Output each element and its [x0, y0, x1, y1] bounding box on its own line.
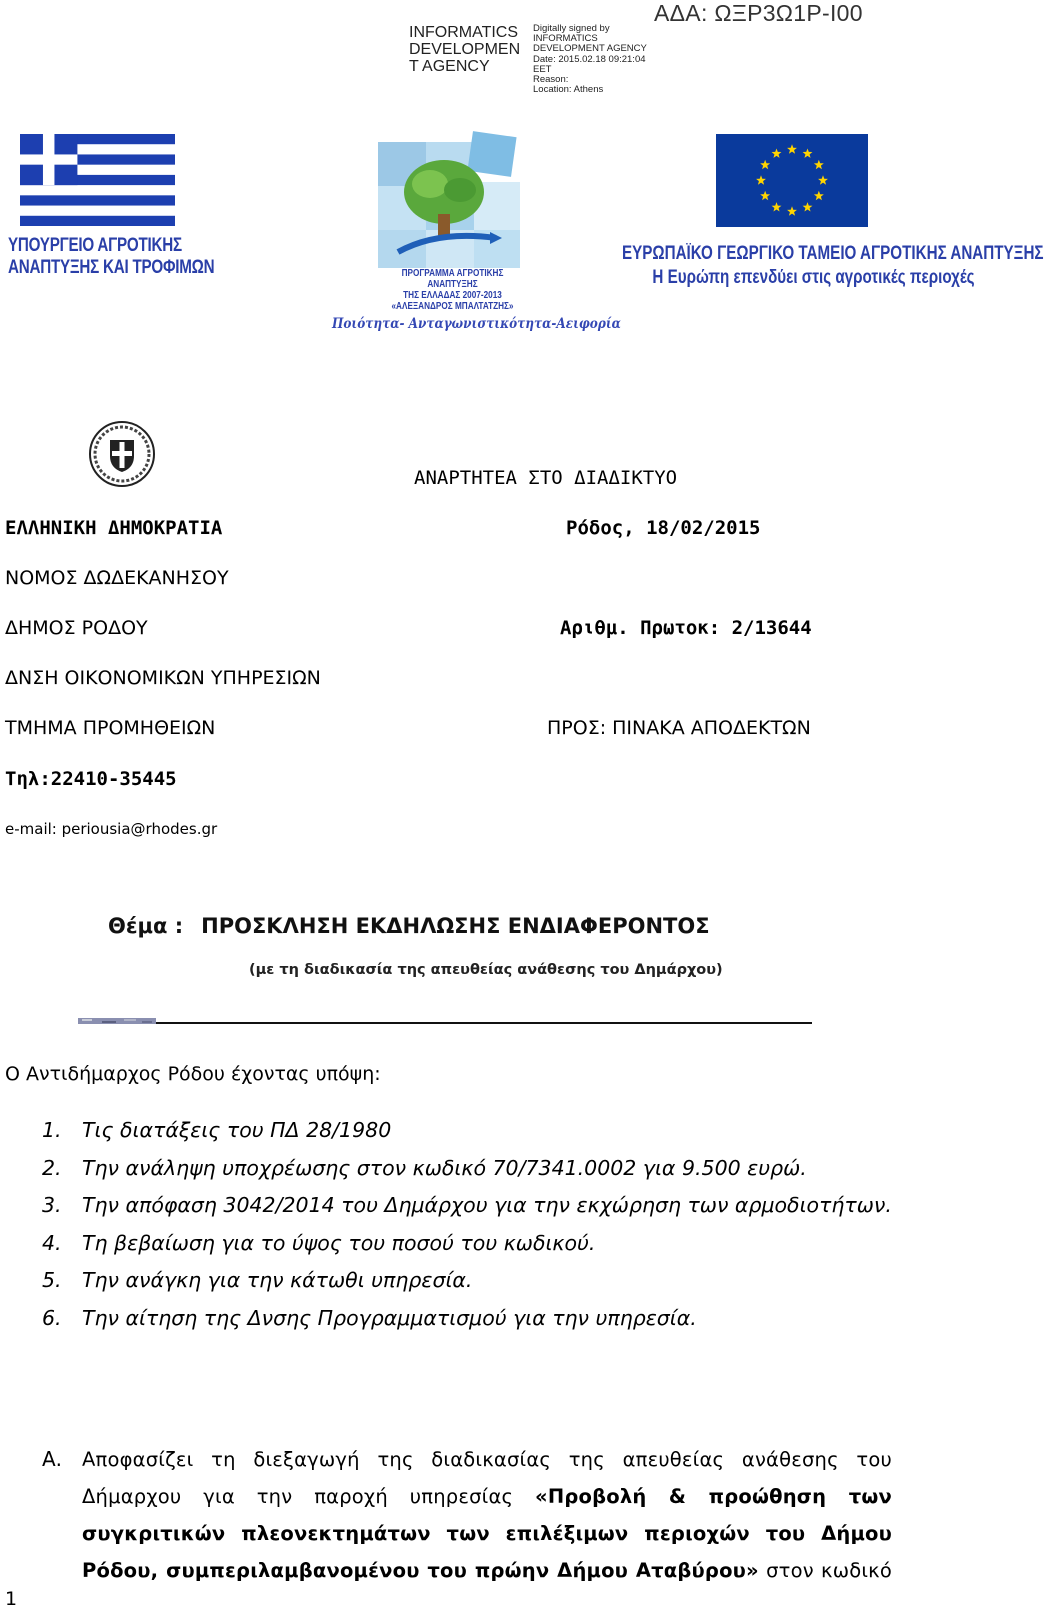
greek-flag-icon — [20, 134, 175, 226]
directorate-label: ΔΝΣΗ ΟΙΚΟΝΟΜΙΚΩΝ ΥΠΗΡΕΣΙΩΝ — [5, 667, 321, 689]
signature-organization: INFORMATICS DEVELOPMEN T AGENCY — [409, 24, 521, 75]
decision-service-title: «Προβολή & προώθηση των συγκριτικών πλεονεκτημάτων των επιλέξιμων περιοχών του Δήμου Ρόδου, συμπεριλαμβανομένου του πρώην Δήμου Αταβύρου» — [82, 1485, 892, 1582]
subject-label: Θέμα : — [108, 914, 184, 938]
program-motto: Ποιότητα- Ανταγωνιστικότητα-Αειφορία — [332, 316, 621, 332]
item-text: Την ανάγκη για την κάτωθι υπηρεσία. — [82, 1268, 473, 1292]
program-logo-icon — [378, 134, 523, 269]
decision-mark: Α. — [42, 1447, 63, 1471]
considerations-list — [42, 1112, 892, 1337]
program-line: ΤΗΣ ΕΛΛΑΔΑΣ 2007-2013 — [403, 290, 502, 301]
page-number: 1 — [5, 1588, 18, 1610]
prefecture-label: ΝΟΜΟΣ ΔΩΔΕΚΑΝΗΣΟΥ — [5, 567, 229, 589]
item-text: Τη βεβαίωση για το ύψος του ποσού του κωδικού. — [82, 1230, 596, 1255]
ministry-logo-text — [8, 235, 214, 279]
municipality-label: ΔΗΜΟΣ ΡΟΔΟΥ — [5, 617, 148, 639]
list-item — [42, 1225, 892, 1263]
republic-label: ΕΛΛΗΝΙΚΗ ΔΗΜΟΚΡΑΤΙΑ — [5, 517, 223, 539]
program-logo-text — [385, 268, 520, 312]
date-line: Ρόδος, 18/02/2015 — [566, 517, 761, 539]
program-line: «ΑΛΕΞΑΝΔΡΟΣ ΜΠΑΛΤΑΤΖΗΣ» — [391, 301, 514, 312]
post-notice: ΑΝΑΡΤΗΤΕΑ ΣΤΟ ΔΙΑΔΙΚΤΥΟ — [414, 467, 678, 489]
item-number: 6. — [42, 1305, 62, 1330]
item-number: 4. — [42, 1230, 62, 1255]
signature-detail-line: EET — [533, 63, 552, 75]
item-number: 3. — [42, 1193, 62, 1217]
list-item — [42, 1150, 892, 1188]
signature-detail-line: DEVELOPMENT AGENCY — [533, 43, 647, 55]
program-line: ΠΡΟΓΡΑΜΜΑ ΑΓΡΟΤΙΚΗΣ ΑΝΑΠΤΥΞΗΣ — [401, 268, 504, 290]
list-item — [42, 1112, 892, 1150]
list-item — [42, 1262, 892, 1300]
divider — [78, 1017, 812, 1027]
list-item — [42, 1300, 892, 1338]
signature-detail-line: Digitally signed by — [533, 23, 610, 34]
ada-code: ΑΔΑ: ΩΞΡ3Ω1Ρ-Ι00 — [654, 0, 863, 26]
list-item — [42, 1187, 892, 1225]
intro-text: Ο Αντιδήμαρχος Ρόδου έχοντας υπόψη: — [5, 1063, 381, 1085]
eu-line: Η Ευρώπη επενδύει στις αγροτικές περιοχές — [652, 267, 975, 288]
phone-number: Τηλ:22410-35445 — [5, 768, 177, 790]
subject-subtitle: (με τη διαδικασία της απευθείας ανάθεσης του Δημάρχου) — [249, 962, 723, 978]
signature-detail-line: Date: 2015.02.18 09:21:04 — [533, 53, 646, 65]
email-address: e-mail: periousia@rhodes.gr — [5, 820, 218, 838]
subject-title: ΠΡΟΣΚΛΗΣΗ ΕΚΔΗΛΩΣΗΣ ΕΝΔΙΑΦΕΡΟΝΤΟΣ — [201, 914, 710, 938]
ministry-line: ΥΠΟΥΡΓΕΙΟ ΑΓΡΟΤΙΚΗΣ — [8, 235, 182, 256]
decision-paragraph — [42, 1441, 892, 1589]
department-label: ΤΜΗΜΑ ΠΡΟΜΗΘΕΙΩΝ — [5, 717, 216, 739]
ministry-line: ΑΝΑΠΤΥΞΗΣ ΚΑΙ ΤΡΟΦΙΜΩΝ — [8, 257, 215, 278]
signature-detail-line: INFORMATICS — [533, 33, 598, 45]
signature-detail-line: Reason: — [533, 74, 569, 86]
item-number: 1. — [42, 1118, 62, 1142]
item-number: 2. — [42, 1155, 62, 1180]
signature-detail-line: Location: Athens — [533, 84, 604, 96]
eu-fund-text — [622, 242, 1044, 290]
recipients-label: ΠΡΟΣ: ΠΙΝΑΚΑ ΑΠΟΔΕΚΤΩΝ — [547, 717, 811, 739]
subject-line — [108, 914, 710, 938]
decision-text-part: Αποφασίζει τη διεξαγωγή της διαδικασίας της απευθείας ανάθεσης του Δήμαρχου για την παροχή υπηρεσίας — [82, 1448, 892, 1508]
coat-of-arms-icon — [88, 420, 156, 488]
item-text: Τις διατάξεις του ΠΔ 28/1980 — [82, 1118, 392, 1142]
decision-text — [82, 1441, 892, 1589]
item-number: 5. — [42, 1268, 62, 1292]
item-text: Την ανάληψη υποχρέωσης στον κωδικό 70/7341.0002 για 9.500 ευρώ. — [82, 1155, 807, 1180]
decision-text-part: στον κωδικό — [758, 1559, 892, 1582]
signature-details — [533, 24, 663, 95]
eu-line: ΕΥΡΩΠΑΪΚΟ ΓΕΩΡΓΙΚΟ ΤΑΜΕΙΟ ΑΓΡΟΤΙΚΗΣ ΑΝΑΠΤΥΞΗΣ — [622, 243, 1044, 264]
protocol-number: Αριθμ. Πρωτοκ: 2/13644 — [560, 617, 812, 639]
eu-flag-icon — [716, 134, 868, 227]
item-text: Την αίτηση της Δνσης Προγραμματισμού για την υπηρεσία. — [82, 1305, 697, 1330]
item-text: Την απόφαση 3042/2014 του Δημάρχου για την εκχώρηση των αρμοδιοτήτων. — [82, 1193, 892, 1217]
